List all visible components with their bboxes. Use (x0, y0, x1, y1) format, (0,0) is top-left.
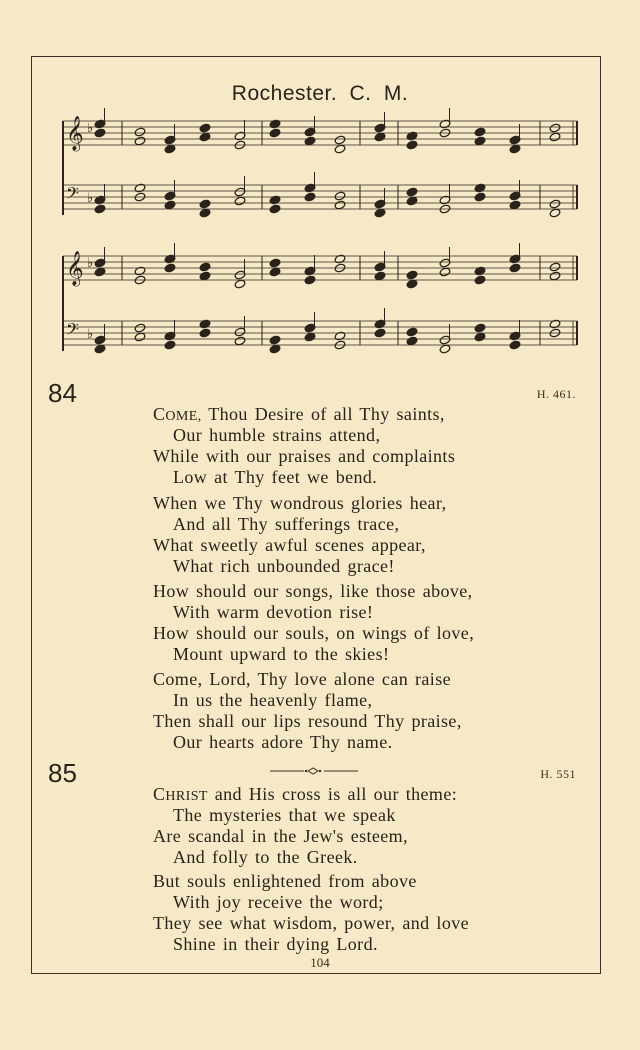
svg-text:𝄢: 𝄢 (66, 319, 79, 343)
hymn-number-84: 84 (48, 378, 77, 408)
verse-line: Shine in their dying Lord. (173, 934, 378, 954)
svg-text:𝄞: 𝄞 (66, 251, 84, 286)
music-score (0, 0, 640, 370)
hymn-separator-ornament (270, 766, 360, 776)
svg-text:♭: ♭ (87, 121, 94, 136)
verse-line: CHRIST and His cross is all our theme: (153, 784, 458, 804)
verse-line: What rich unbounded grace! (173, 556, 395, 576)
verse-line: How should our souls, on wings of love, (153, 623, 475, 643)
verse-line: Are scandal in the Jew's esteem, (153, 826, 408, 846)
verse-line: With warm devotion rise! (173, 602, 374, 622)
svg-text:♭: ♭ (87, 191, 94, 206)
verse-line: With joy receive the word; (173, 892, 384, 912)
verse-line: But souls enlightened from above (153, 871, 417, 891)
svg-text:♭: ♭ (87, 327, 94, 342)
verse-line: While with our praises and complaints (153, 446, 456, 466)
verse-line: And folly to the Greek. (173, 847, 358, 867)
page-number: 104 (310, 955, 330, 970)
verse-line: Mount upward to the skies! (173, 644, 390, 664)
verse-line: When we Thy wondrous glories hear, (153, 493, 447, 513)
verse-line: Our humble strains attend, (173, 425, 381, 445)
staff-lines (63, 116, 577, 351)
svg-text:♭: ♭ (87, 256, 94, 271)
hymn-number-85: 85 (48, 758, 77, 788)
verse-line: And all Thy sufferings trace, (173, 514, 400, 534)
svg-text:𝄢: 𝄢 (66, 183, 79, 207)
verse-line: Come, Lord, Thy love alone can raise (153, 669, 451, 689)
verse-line: What sweetly awful scenes appear, (153, 535, 426, 555)
verse-line: Then shall our lips resound Thy praise, (153, 711, 462, 731)
tune-title: Rochester. C. M. (231, 82, 409, 105)
verse-line: The mysteries that we speak (173, 805, 396, 825)
hymn-reference-85: H. 551 (540, 767, 576, 781)
verse-line: Low at Thy feet we bend. (173, 467, 378, 487)
verse-line: How should our songs, like those above, (153, 581, 473, 601)
verse-line: Our hearts adore Thy name. (173, 732, 393, 752)
verse-line: COME, Thou Desire of all Thy saints, (153, 404, 445, 424)
hymn-reference-84: H. 461. (536, 387, 576, 401)
svg-text:𝄞: 𝄞 (66, 116, 84, 151)
verse-line: They see what wisdom, power, and love (153, 913, 470, 933)
verse-line: In us the heavenly flame, (173, 690, 373, 710)
